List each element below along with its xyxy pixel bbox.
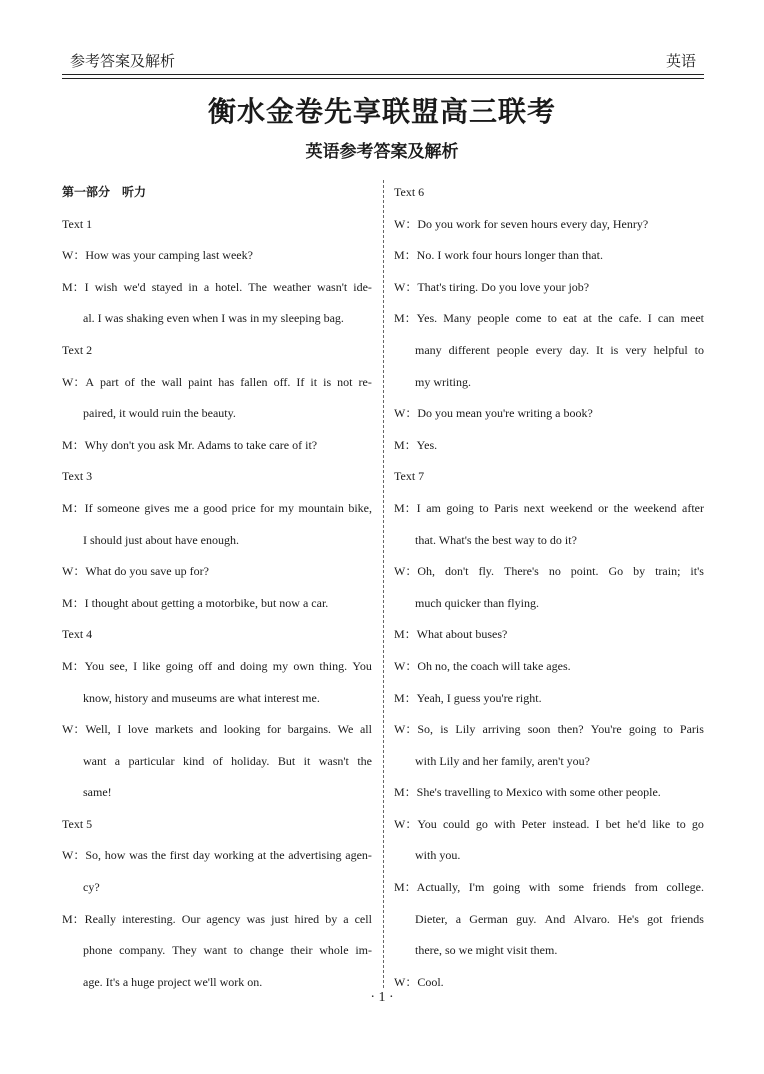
transcript-line (394, 651, 704, 683)
transcript-line-text: M：Why don't you ask Mr. Adams to take care of it? (62, 437, 318, 452)
transcript-line (62, 461, 372, 493)
transcript-line-text: Text 7 (394, 469, 425, 484)
transcript-line-text: M：Yes. (394, 437, 438, 452)
transcript-line-text: M：I am going to Paris next weekend or the weekend after (394, 500, 704, 515)
transcript-line (62, 651, 372, 683)
document-subtitle: 英语参考答案及解析 (305, 142, 459, 162)
transcript-line-text: W：You could go with Peter instead. I bet he'd like to go (394, 816, 704, 831)
transcript-line-text: my writing. (415, 374, 471, 389)
transcript-line (394, 272, 704, 304)
transcript-line (394, 493, 704, 525)
transcript-line (394, 714, 704, 746)
left-column (62, 177, 372, 998)
transcript-line (394, 367, 704, 399)
transcript-line (394, 177, 704, 209)
transcript-line-text: W：Cool. (394, 974, 444, 989)
transcript-line-text: paired, it would ruin the beauty. (83, 406, 236, 421)
transcript-line-text: Dieter, a German guy. And Alvaro. He's got friends (415, 911, 704, 926)
transcript-line-text: M：What about buses? (394, 627, 508, 642)
transcript-line-text: W：What do you save up for? (62, 564, 209, 579)
transcript-line (394, 872, 704, 904)
transcript-line-text: W：Well, I love markets and looking for bargains. We all (62, 722, 372, 737)
transcript-line (394, 240, 704, 272)
transcript-line-text: Text 5 (62, 816, 93, 831)
transcript-line-text: al. I was shaking even when I was in my sleeping bag. (83, 311, 344, 326)
transcript-line (62, 809, 372, 841)
transcript-line-text: with you. (415, 848, 461, 863)
transcript-line-text: there, so we might visit them. (415, 943, 558, 958)
transcript-line (62, 303, 372, 335)
transcript-line (394, 683, 704, 715)
transcript-line-text: Text 3 (62, 469, 93, 484)
header-rule-thick (62, 74, 704, 75)
transcript-line (62, 335, 372, 367)
header-section-label: 参考答案及解析 (70, 52, 176, 70)
transcript-line (394, 335, 704, 367)
transcript-line (394, 209, 704, 241)
transcript-line-text: Text 2 (62, 342, 93, 357)
transcript-line (62, 872, 372, 904)
transcript-line (62, 430, 372, 462)
transcript-line-text: that. What's the best way to do it? (415, 532, 577, 547)
transcript-line (62, 840, 372, 872)
transcript-line (62, 746, 372, 778)
transcript-line-text: W：Oh, don't fly. There's no point. Go by train; it's (394, 564, 704, 579)
transcript-line-text: same! (83, 785, 112, 800)
transcript-line-text: M：You see, I like going off and doing my own thing. You (62, 658, 372, 673)
header-subject-label: 英语 (665, 52, 696, 70)
header-rule-thin (62, 78, 704, 79)
transcript-line (62, 777, 372, 809)
transcript-line (62, 209, 372, 241)
transcript-line-text: W：Do you mean you're writing a book? (394, 406, 593, 421)
transcript-line (394, 303, 704, 335)
right-column (394, 177, 704, 998)
transcript-line (394, 904, 704, 936)
transcript-line (394, 619, 704, 651)
transcript-line (62, 398, 372, 430)
transcript-line (62, 714, 372, 746)
transcript-line-text: Text 1 (62, 216, 93, 231)
transcript-line-text: know, history and museums are what interest me. (83, 690, 320, 705)
transcript-line (394, 556, 704, 588)
transcript-line-text: W：So, is Lily arriving soon then? You're going to Paris (394, 722, 704, 737)
transcript-line (62, 904, 372, 936)
transcript-line-text: M：I thought about getting a motorbike, but now a car. (62, 595, 329, 610)
transcript-line (394, 398, 704, 430)
transcript-line (62, 683, 372, 715)
transcript-line (62, 525, 372, 557)
transcript-line-text: many different people every day. It is very helpful to (415, 342, 704, 357)
transcript-line (394, 809, 704, 841)
column-divider (383, 180, 384, 988)
transcript-line-text: W：Oh no, the coach will take ages. (394, 658, 571, 673)
transcript-line (394, 430, 704, 462)
transcript-line-text: M：Really interesting. Our agency was just hired by a cell (62, 911, 372, 926)
transcript-line-text: W：Do you work for seven hours every day, Henry? (394, 216, 649, 231)
document-title: 衡水金卷先享联盟高三联考 (207, 95, 556, 128)
transcript-line (62, 493, 372, 525)
transcript-line (62, 367, 372, 399)
transcript-line-text: W：How was your camping last week? (62, 248, 253, 263)
transcript-line-text: I should just about have enough. (83, 532, 239, 547)
transcript-line-text: 第一部分 听力 (62, 185, 147, 199)
transcript-line (62, 588, 372, 620)
transcript-line-text: M：No. I work four hours longer than that. (394, 248, 603, 263)
transcript-line-text: with Lily and her family, aren't you? (415, 753, 590, 768)
transcript-line-text: W：So, how was the first day working at the advertising agen- (62, 848, 372, 863)
transcript-line-text: want a particular kind of holiday. But it wasn't the (83, 753, 372, 768)
transcript-line-text: M：She's travelling to Mexico with some other people. (394, 785, 661, 800)
transcript-line (62, 240, 372, 272)
section-heading (62, 177, 372, 209)
transcript-line-text: cy? (83, 880, 100, 895)
transcript-line-text: M：I wish we'd stayed in a hotel. The weather wasn't ide- (62, 279, 372, 294)
transcript-line-text: age. It's a huge project we'll work on. (83, 974, 263, 989)
transcript-line (62, 619, 372, 651)
transcript-line-text: W：A part of the wall paint has fallen off. If it is not re- (62, 374, 372, 389)
page-number: · 1 · (370, 990, 394, 1005)
transcript-line-text: M：Yes. Many people come to eat at the cafe. I can meet (394, 311, 704, 326)
transcript-line (394, 525, 704, 557)
transcript-line (62, 272, 372, 304)
transcript-line (394, 588, 704, 620)
transcript-line-text: much quicker than flying. (415, 595, 539, 610)
transcript-line-text: M：Yeah, I guess you're right. (394, 690, 542, 705)
transcript-line-text: M：If someone gives me a good price for my mountain bike, (62, 500, 372, 515)
transcript-line (394, 461, 704, 493)
transcript-line (394, 840, 704, 872)
transcript-line (62, 556, 372, 588)
transcript-line-text: M：Actually, I'm going with some friends from college. (394, 880, 704, 895)
transcript-line-text: Text 6 (394, 185, 425, 199)
transcript-line (394, 777, 704, 809)
transcript-line (394, 746, 704, 778)
transcript-line-text: phone company. They want to change their whole im- (83, 943, 372, 958)
transcript-line-text: W：That's tiring. Do you love your job? (394, 279, 590, 294)
transcript-line (62, 935, 372, 967)
transcript-line-text: Text 4 (62, 627, 93, 642)
transcript-line (394, 935, 704, 967)
